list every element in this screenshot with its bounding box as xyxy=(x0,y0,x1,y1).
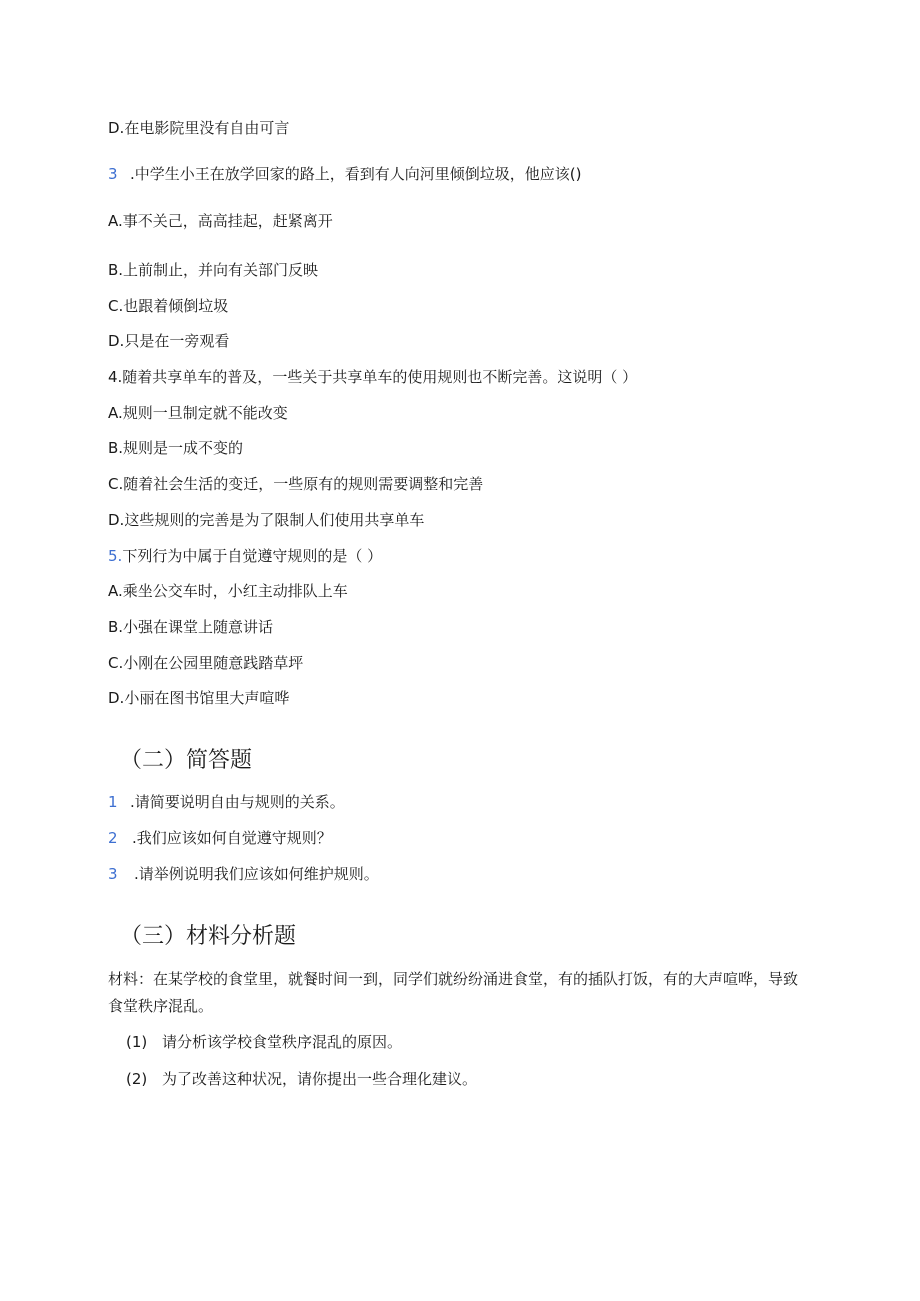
q4-option-d: D.这些规则的完善是为了限制人们使用共享单车 xyxy=(108,511,425,529)
q5-option-a: A.乘坐公交车时，小红主动排队上车 xyxy=(108,582,348,600)
q3-stem xyxy=(108,164,581,184)
q5-stem xyxy=(108,546,382,566)
q3-option-c: C.也跟着倾倒垃圾 xyxy=(108,297,229,315)
section2-question-2-text: .我们应该如何自觉遵守规则？ xyxy=(132,829,332,847)
section3-question-2 xyxy=(126,1069,477,1089)
section2-question-3-number: 3 xyxy=(108,865,118,883)
q5-stem-text: 下列行为中属于自觉遵守规则的是（ ） xyxy=(122,547,383,565)
section3-question-2-mark: (2) xyxy=(126,1070,148,1088)
section3-question-1-text: 请分析该学校食堂秩序混乱的原因。 xyxy=(162,1033,403,1051)
section3-question-1-mark: (1) xyxy=(126,1033,148,1051)
section3-title: （三）材料分析题 xyxy=(120,924,297,949)
section3-question-1 xyxy=(126,1032,402,1052)
section3-material: 材料：在某学校的食堂里，就餐时间一到，同学们就纷纷涌进食堂，有的插队打饭，有的大声喧哗，导致食堂秩序混乱。 xyxy=(108,970,799,1015)
section2-question-1-number: 1 xyxy=(108,793,118,811)
q3-option-d: D.只是在一旁观看 xyxy=(108,332,230,350)
section2-question-3 xyxy=(108,864,379,884)
q2-option-d: D.在电影院里没有自由可言 xyxy=(108,119,290,137)
section3-question-2-text: 为了改善这种状况，请你提出一些合理化建议。 xyxy=(162,1070,478,1088)
q3-option-a: A.事不关己，高高挂起，赶紧离开 xyxy=(108,212,333,230)
q4-option-a: A.规则一旦制定就不能改变 xyxy=(108,404,288,422)
section2-title: （二）简答题 xyxy=(120,748,253,773)
q5-option-b: B.小强在课堂上随意讲话 xyxy=(108,618,274,636)
section2-question-2-number: 2 xyxy=(108,829,118,847)
q3-option-b: B.上前制止，并向有关部门反映 xyxy=(108,261,319,279)
q5-option-c: C.小刚在公园里随意践踏草坪 xyxy=(108,654,304,672)
section2-question-3-text: .请举例说明我们应该如何维护规则。 xyxy=(134,865,379,883)
section2-question-1-text: .请简要说明自由与规则的关系。 xyxy=(130,793,345,811)
q3-stem-text: .中学生小王在放学回家的路上，看到有人向河里倾倒垃圾，他应该() xyxy=(130,165,582,183)
q5-number: 5. xyxy=(108,547,123,565)
section2-question-1 xyxy=(108,792,345,812)
q4-option-b: B.规则是一成不变的 xyxy=(108,439,244,457)
section2-question-2 xyxy=(108,828,332,848)
q3-number: 3 xyxy=(108,165,118,183)
q4-stem: 4.随着共享单车的普及，一些关于共享单车的使用规则也不断完善。这说明（ ） xyxy=(108,368,638,386)
q5-option-d: D.小丽在图书馆里大声喧哗 xyxy=(108,689,290,707)
q4-option-c: C.随着社会生活的变迁，一些原有的规则需要调整和完善 xyxy=(108,475,484,493)
